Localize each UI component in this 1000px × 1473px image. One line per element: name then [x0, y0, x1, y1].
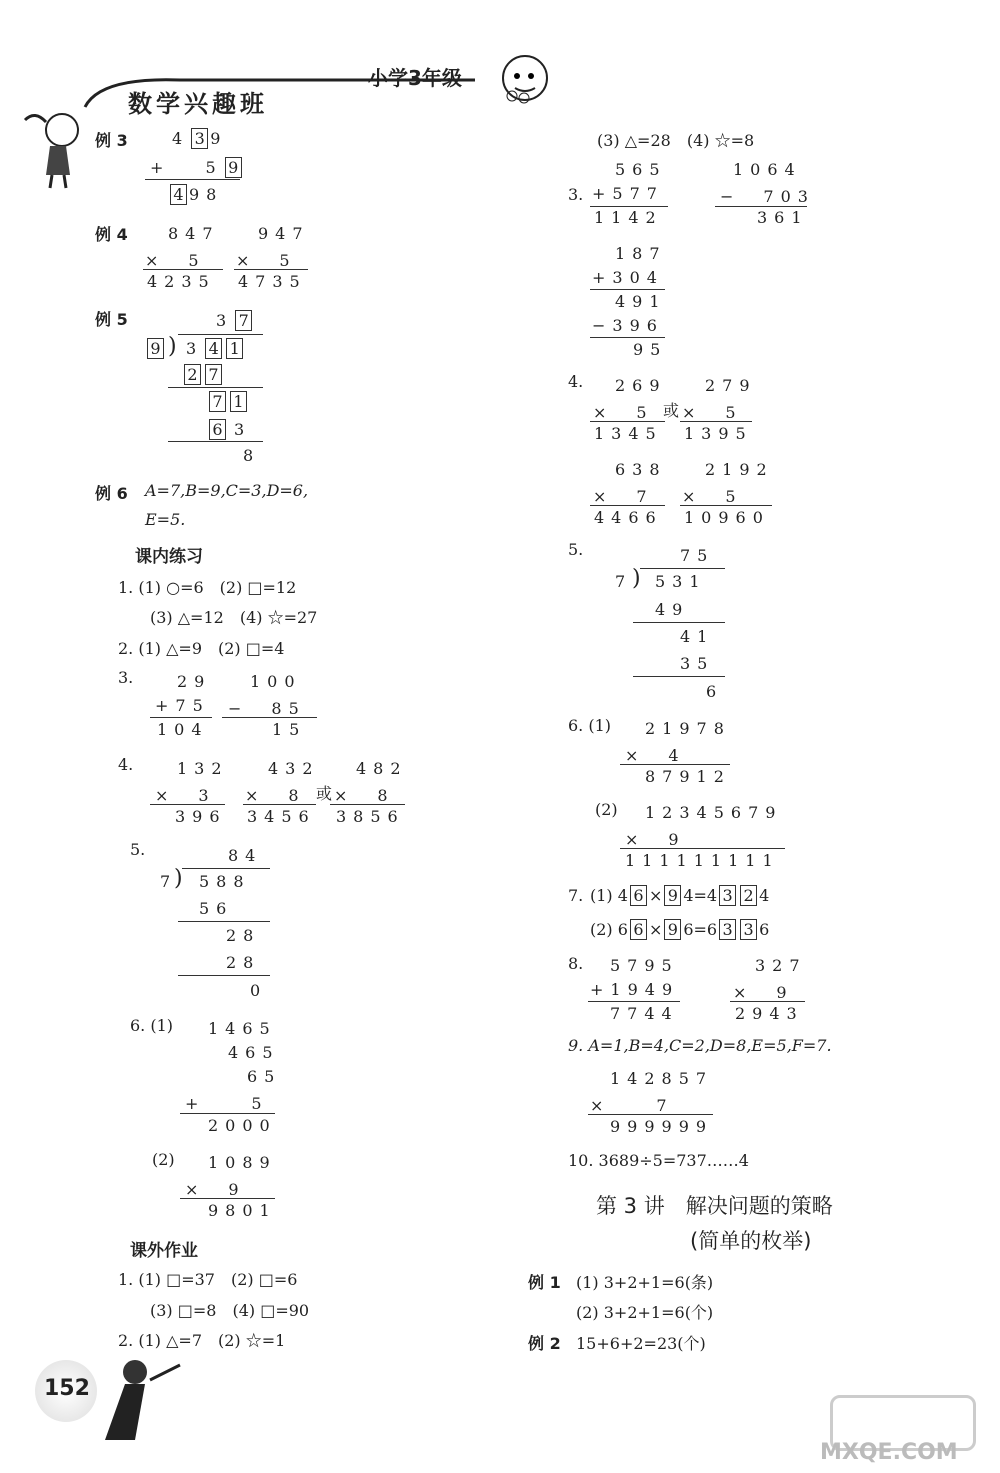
right-q5-quotient: 75 — [680, 546, 715, 565]
ex4-label: 例 4 — [95, 225, 128, 244]
practice-title: 课内练习 — [135, 547, 203, 567]
right-q3-a3: 1142 — [594, 208, 663, 227]
practice-q6-r5: 2000 — [208, 1116, 277, 1135]
right-q4b-r3: 1395 — [684, 424, 753, 443]
practice-q4-rule1 — [150, 804, 225, 805]
right-q9calc-r1: 142857 — [610, 1069, 714, 1088]
right-q4d-r1: 2192 — [705, 460, 774, 479]
practice-q3-a1: 29 — [177, 672, 212, 691]
practice-q6-rule — [180, 1113, 275, 1114]
practice-q5-divisor: 7 — [160, 872, 171, 891]
right-q9: 9. A=1,B=4,C=2,D=8,E=5,F=7. — [568, 1036, 832, 1055]
ex4-m2: × 5 — [236, 251, 297, 270]
chapter-subtitle: (简单的枚举) — [690, 1229, 812, 1253]
ex5-step2: 7 1 — [207, 391, 249, 412]
watermark-text: MXQE.COM — [820, 1440, 958, 1465]
practice-q5-step3: 28 — [226, 953, 261, 972]
right-q4a-r3: 1345 — [594, 424, 663, 443]
girl-mascot-icon — [20, 100, 90, 194]
right-q5-step3: 35 — [680, 654, 715, 673]
practice-q5-quotient: 84 — [228, 846, 263, 865]
ex4-r2: 4735 — [238, 272, 307, 291]
ex5-divisor: 9 — [145, 338, 166, 359]
ex4-r1: 4235 — [147, 272, 216, 291]
right-q3c-rule1 — [590, 289, 665, 290]
right-q3c-r5: 95 — [633, 340, 668, 359]
right-ex1b: (2) 3+2+1=6(个) — [576, 1303, 714, 1322]
right-q6-label: 6. (1) — [568, 716, 612, 735]
right-q3-b2: − 703 — [720, 187, 815, 206]
right-q3-b3: 361 — [757, 208, 809, 227]
practice-q4-or: 或 — [316, 784, 333, 803]
practice-q4-a2: × 3 — [155, 786, 216, 805]
ex4-rule1 — [143, 269, 223, 270]
ex5-label: 例 5 — [95, 310, 128, 329]
ex5-remainder: 8 — [243, 446, 261, 465]
right-q6b-r3: 111111111 — [625, 851, 780, 870]
right-q9calc-r2: × 7 — [590, 1096, 674, 1115]
right-q5-step2: 41 — [680, 627, 715, 646]
right-q5-rule2 — [633, 676, 725, 677]
ex4-a2: 947 — [258, 224, 310, 243]
practice-q6b-r2: × 9 — [185, 1180, 246, 1199]
header-face-icon — [498, 50, 558, 109]
practice-q3-rule1 — [150, 717, 212, 718]
right-q10: 10. 3689÷5=737……4 — [568, 1151, 749, 1170]
right-q4c-r3: 4466 — [594, 508, 663, 527]
ex6-line2: E=5. — [145, 510, 186, 529]
ex5-step1: 2 7 — [182, 364, 224, 385]
right-q4d-r3: 10960 — [684, 508, 770, 527]
right-q4c-r2: × 7 — [593, 487, 654, 506]
practice-q6b-r1: 1089 — [208, 1153, 277, 1172]
right-q8a-r3: 7744 — [610, 1004, 679, 1023]
homework-q2: 2. (1) △=7 (2) ☆=1 — [118, 1331, 286, 1350]
chapter-title: 第 3 讲 解决问题的策略 — [596, 1194, 833, 1218]
practice-q4-label: 4. — [118, 755, 134, 774]
ex5-dividend: 3 4 1 — [186, 338, 245, 359]
right-q5-step1: 49 — [655, 600, 690, 619]
right-q5-rule1 — [633, 622, 725, 623]
ex5-quotient: 3 7 — [216, 310, 254, 331]
right-q8a-r1: 5795 — [610, 956, 679, 975]
practice-q4-a1: 132 — [177, 759, 229, 778]
ex3-rule — [145, 179, 240, 180]
practice-q4-a3: 396 — [175, 807, 227, 826]
right-q3-label: 3. — [568, 185, 584, 204]
right-q4b-rule — [680, 421, 752, 422]
practice-q4-b1: 432 — [268, 759, 320, 778]
right-q7a: (1) 4 6 × 9 4=4 3 2 4 — [590, 886, 770, 905]
right-q8b-r1: 327 — [755, 956, 807, 975]
right-ex2: 15+6+2=23(个) — [576, 1334, 706, 1353]
homework-q1a: 1. (1) □=37 (2) □=6 — [118, 1270, 298, 1289]
right-q4a-r1: 269 — [615, 376, 667, 395]
right-q5-label: 5. — [568, 540, 584, 559]
practice-q4-c2: × 8 — [334, 786, 395, 805]
practice-q4-c3: 3856 — [336, 807, 405, 826]
right-q4d-rule — [680, 505, 772, 506]
right-q8a-r2: +1949 — [590, 980, 680, 999]
right-q4b-r2: × 5 — [682, 403, 743, 422]
practice-q4-b2: × 8 — [245, 786, 306, 805]
right-q7-label: 7. — [568, 886, 584, 905]
practice-q3-a3: 104 — [157, 720, 209, 739]
practice-q3-b2: − 85 — [228, 699, 306, 718]
practice-q3-a2: +75 — [155, 696, 210, 715]
right-q5-remainder: 6 — [706, 682, 724, 701]
right-q9calc-rule — [588, 1114, 713, 1115]
right-q8-label: 8. — [568, 954, 584, 973]
practice-q6b-r3: 9801 — [208, 1201, 277, 1220]
right-q6a-r3: 87912 — [645, 767, 731, 786]
practice-q4-b3: 3456 — [247, 807, 316, 826]
page-number: 152 — [44, 1376, 90, 1401]
practice-q1a: 1. (1) ○=6 (2) □=12 — [118, 578, 297, 597]
ex5-bracket-top — [178, 334, 263, 335]
right-q4d-r2: × 5 — [682, 487, 743, 506]
right-q4b-r1: 279 — [705, 376, 757, 395]
right-q3-rule2 — [715, 206, 807, 207]
right-q8a-rule — [588, 1001, 680, 1002]
right-ex2-label: 例 2 — [528, 1334, 561, 1353]
practice-q4-rule3 — [330, 804, 405, 805]
right-q5-divisor: 7 — [615, 572, 626, 591]
ex5-rule2 — [168, 441, 263, 442]
practice-q3-b1: 100 — [250, 672, 302, 691]
ex4-m1: × 5 — [145, 251, 206, 270]
right-q5-bracket-top — [640, 568, 725, 569]
ex3-row1: 4 3 9 — [172, 129, 228, 148]
practice-q5-dividend: 588 — [199, 872, 251, 891]
practice-q5-bracket-top — [182, 868, 270, 869]
right-q6b-r1: 12345679 — [645, 803, 783, 822]
practice-q6-label: 6. (1) — [130, 1016, 174, 1035]
right-q4-label: 4. — [568, 372, 584, 391]
right-ex1-label: 例 1 — [528, 1273, 561, 1292]
right-q6a-rule — [620, 764, 730, 765]
right-q4c-rule — [590, 505, 665, 506]
practice-q6b-rule — [180, 1198, 275, 1199]
right-q8b-rule — [730, 1001, 805, 1002]
practice-q6-r2: 465 — [228, 1043, 280, 1062]
practice-q5-remainder: 0 — [250, 981, 268, 1000]
right-q6b-rule — [620, 848, 785, 849]
right-top: (3) △=28 (4) ☆=8 — [597, 131, 755, 150]
right-q4a-rule — [590, 421, 665, 422]
ex3-label: 例 3 — [95, 131, 128, 150]
right-q4a-r2: × 5 — [593, 403, 654, 422]
right-q3c-r1: 187 — [615, 244, 667, 263]
practice-q6-r3: 65 — [247, 1067, 282, 1086]
practice-q3-label: 3. — [118, 668, 134, 687]
practice-q4-rule2 — [243, 804, 316, 805]
right-q6b-label: (2) — [595, 800, 618, 819]
header-book-title: 数学兴趣班 — [128, 90, 268, 118]
right-q8b-r3: 2943 — [735, 1004, 804, 1023]
practice-q2: 2. (1) △=9 (2) □=4 — [118, 639, 285, 658]
boy-mascot-icon — [95, 1350, 195, 1454]
practice-q5-step2: 28 — [226, 926, 261, 945]
practice-q6b-label: (2) — [152, 1150, 175, 1169]
practice-q5-step1: 56 — [199, 899, 234, 918]
practice-q3-rule2 — [222, 717, 317, 718]
right-q3c-r2: +304 — [592, 268, 664, 287]
right-q3-rule1 — [590, 206, 668, 207]
right-q4c-r1: 638 — [615, 460, 667, 479]
ex6-line1: A=7,B=9,C=3,D=6, — [145, 481, 309, 500]
practice-q6-r1: 1465 — [208, 1019, 277, 1038]
ex4-a1: 847 — [168, 224, 220, 243]
ex3-row3: 4 98 — [168, 184, 223, 205]
right-q7b: (2) 6 6 × 9 6=6 3 3 6 — [590, 920, 770, 939]
header-grade: 小学3年级 — [368, 66, 462, 90]
right-q6b-r2: × 9 — [625, 830, 686, 849]
practice-q1b: (3) △=12 (4) ☆=27 — [150, 608, 318, 627]
practice-q3-b3: 15 — [272, 720, 307, 739]
practice-q5-rule2 — [178, 975, 270, 976]
right-q3c-r4: −396 — [592, 316, 664, 335]
homework-q1b: (3) □=8 (4) □=90 — [150, 1301, 310, 1320]
right-q3c-rule2 — [590, 337, 665, 338]
right-q3-a2: +577 — [592, 184, 664, 203]
ex5-rule1 — [168, 387, 263, 388]
right-q3c-r3: 491 — [615, 292, 667, 311]
right-q6a-r1: 21978 — [645, 719, 731, 738]
right-q5-dividend: 531 — [655, 572, 707, 591]
right-q6a-r2: × 4 — [625, 746, 686, 765]
right-q4-or: 或 — [663, 401, 680, 420]
right-q3-b1: 1064 — [733, 160, 802, 179]
right-ex1a: (1) 3+2+1=6(条) — [576, 1273, 714, 1292]
ex4-rule2 — [234, 269, 308, 270]
homework-title: 课外作业 — [130, 1241, 198, 1261]
practice-q6-r4: + 5 — [185, 1094, 269, 1113]
right-q9calc-r3: 999999 — [610, 1117, 714, 1136]
practice-q5-rule1 — [178, 921, 270, 922]
practice-q4-c1: 482 — [356, 759, 408, 778]
ex5-bracket: ) — [168, 334, 177, 359]
practice-q5-bracket: ) — [174, 866, 183, 891]
ex3-row2: + 5 9 — [150, 155, 244, 178]
ex5-step3: 6 3 — [207, 419, 244, 440]
right-q8b-r2: × 9 — [733, 983, 794, 1002]
ex6-label: 例 6 — [95, 484, 128, 503]
right-q3-a1: 565 — [615, 160, 667, 179]
practice-q5-label: 5. — [130, 840, 146, 859]
right-q5-bracket: ) — [632, 566, 641, 591]
